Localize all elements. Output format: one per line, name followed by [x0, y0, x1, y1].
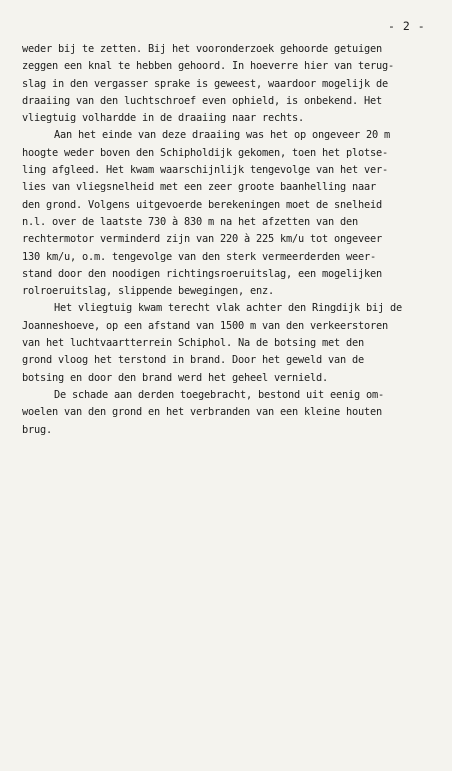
page-number: - 2 -	[388, 19, 426, 33]
text-line: van het luchtvaartterrein Schiphol. Na de botsing met den	[22, 337, 364, 350]
text-line: den grond. Volgens uitgevoerde berekeningen moet de snelheid	[22, 198, 382, 211]
text-line: botsing en door den brand werd het geheel vernield.	[22, 371, 328, 384]
text-line: vliegtuig volhardde in de draaiing naar rechts.	[22, 112, 304, 125]
text-line: weder bij te zetten. Bij het vooronderzoek gehoorde getuigen	[22, 43, 382, 55]
paragraph-start-line: Het vliegtuig kwam terecht vlak achter den Ringdijk bij de	[54, 302, 402, 315]
text-line: hoogte weder boven den Schipholdijk gekomen, toen het plotse-	[22, 146, 388, 159]
text-line: draaiing van den luchtschroef even ophield, is onbekend. Het	[22, 94, 382, 107]
text-line: Joanneshoeve, op een afstand van 1500 m van den verkeerstoren	[22, 319, 388, 332]
text-line: woelen van den grond en het verbranden van een kleine houten	[22, 406, 382, 419]
text-line: grond vloog het terstond in brand. Door het geweld van de	[22, 354, 364, 367]
text-line: lies van vliegsnelheid met een zeer groote baanhelling naar	[22, 181, 376, 194]
text-line: zeggen een knal te hebben gehoord. In hoeverre hier van terug-	[22, 60, 394, 73]
text-line: 130 km/u, o.m. tengevolge van den sterk vermeerderden weer-	[22, 250, 376, 263]
text-line: n.l. over de laatste 730 à 830 m na het afzetten van den	[22, 215, 358, 228]
text-line: stand door den noodigen richtingsroeruitslag, een mogelijken	[22, 267, 382, 280]
paragraph-start-line: De schade aan derden toegebracht, bestond uit eenig om-	[54, 388, 384, 401]
text-line: brug.	[22, 423, 52, 436]
text-line: ling afgleed. Het kwam waarschijnlijk tengevolge van het ver-	[22, 164, 388, 177]
text-line: rechtermotor verminderd zijn van 220 à 225 km/u tot ongeveer	[22, 233, 382, 246]
document-body	[22, 41, 440, 439]
paragraph-start-line: Aan het einde van deze draaiing was het op ongeveer 20 m	[54, 129, 390, 142]
text-line: rolroeruitslag, slippende bewegingen, enz.	[22, 285, 274, 298]
text-line: slag in den vergasser sprake is geweest, waardoor mogelijk de	[22, 77, 388, 90]
